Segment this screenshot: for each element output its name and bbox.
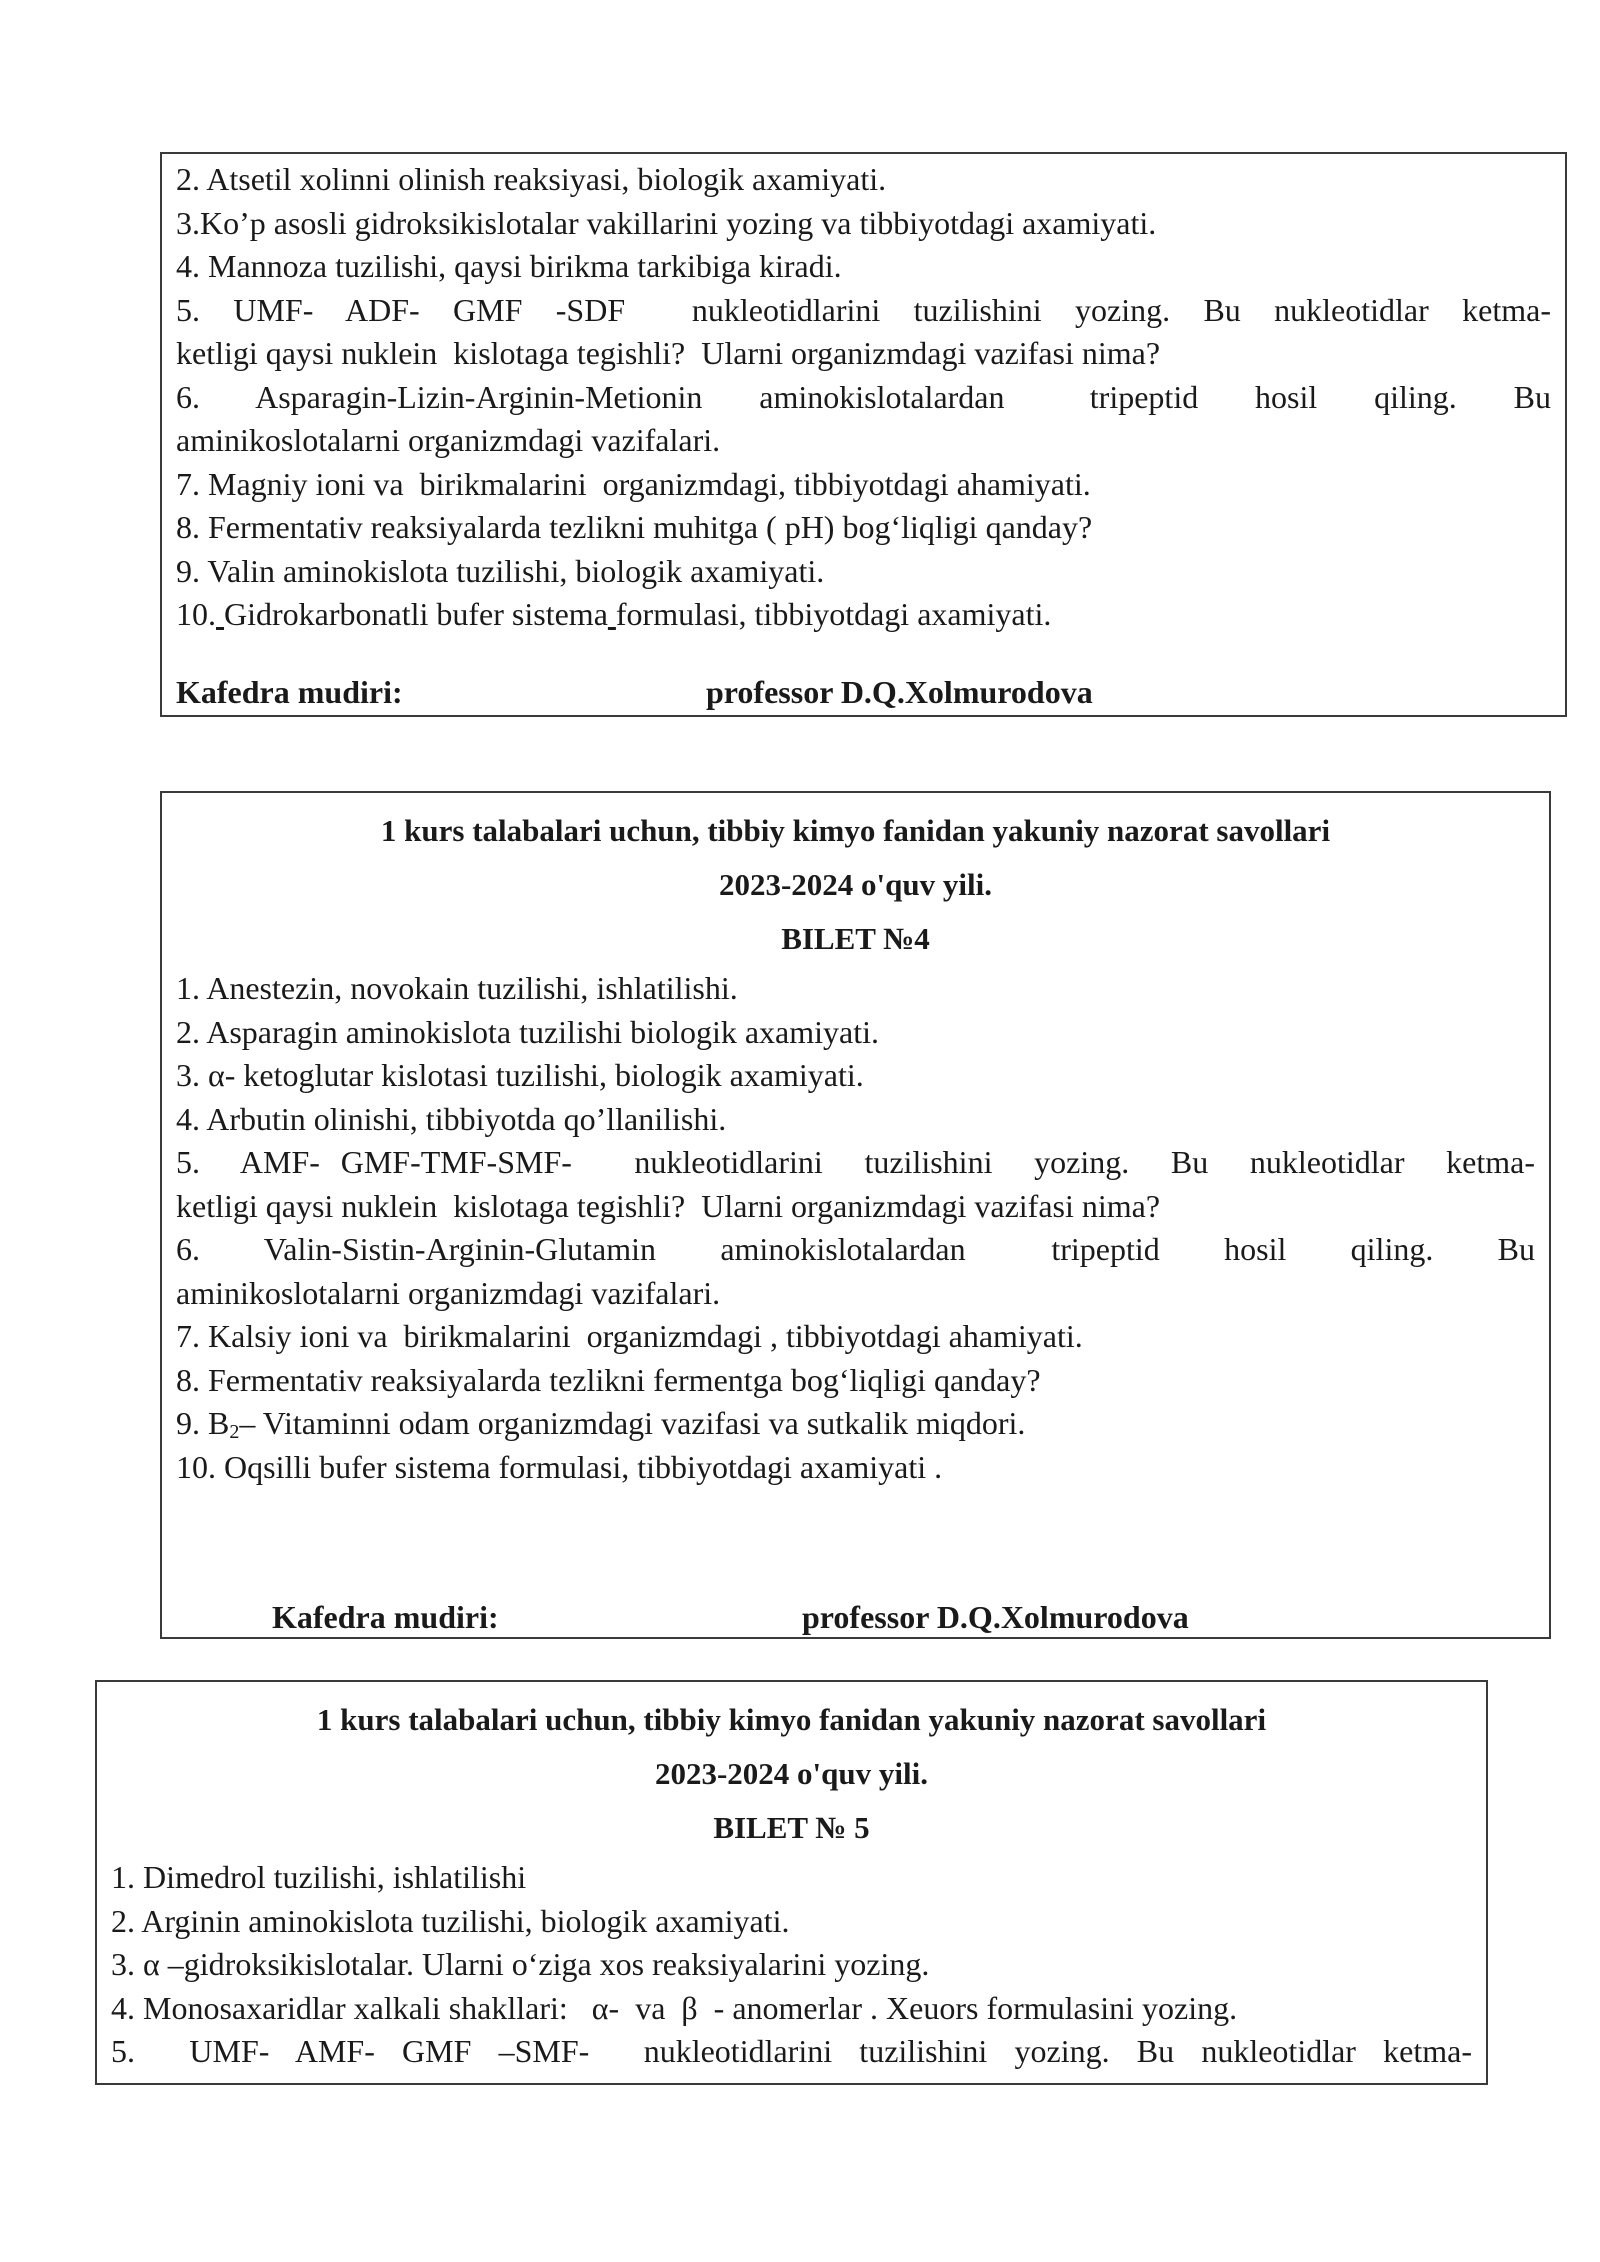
question-3: 3.Ko’p asosli gidroksikislotalar vakillarini yozing va tibbiyotdagi axamiyati.	[176, 204, 1157, 241]
question-10	[176, 593, 1551, 637]
department-head-label: Kafedra mudiri:	[272, 1599, 499, 1635]
department-head-name: professor D.Q.Xolmurodova	[802, 1599, 1189, 1635]
ticket-4-card	[160, 791, 1551, 1639]
question-3: 3. α- ketoglutar kislotasi tuzilishi, biologik axamiyati.	[176, 1057, 864, 1093]
question-9: 9. Valin aminokislota tuzilishi, biologik axamiyati.	[176, 552, 825, 589]
question-10-text: Gidrokarbonatli bufer sistema	[224, 596, 608, 632]
ticket-3-card	[160, 152, 1567, 717]
question-3: 3. α –gidroksikislotalar. Ularni o‘ziga xos reaksiyalarini yozing.	[111, 1946, 930, 1982]
question-10-number: 10.	[176, 596, 216, 632]
question-7: 7. Kalsiy ioni va birikmalarini organizmdagi , tibbiyotdagi ahamiyati.	[176, 1318, 1083, 1354]
department-head-name: professor D.Q.Xolmurodova	[706, 674, 1093, 710]
questions-list	[176, 967, 1535, 1489]
underline-gap-1	[216, 596, 224, 632]
question-2: 2. Atsetil xolinni olinish reaksiyasi, biologik axamiyati.	[176, 161, 887, 197]
question-9-text: – Vitaminni odam organizmdagi vazifasi va sutkalik miqdori.	[239, 1405, 1026, 1441]
question-4: 4. Monosaxaridlar xalkali shakllari: α- va β - anomerlar . Xeuors formulasini yozing.	[111, 1989, 1238, 2026]
question-4: 4. Mannoza tuzilishi, qaysi birikma tarkibiga kiradi.	[176, 248, 842, 284]
question-10-rest: formulasi, tibbiyotdagi axamiyati.	[615, 596, 1052, 632]
question-8: 8. Fermentativ reaksiyalarda tezlikni fermentga bog‘liqligi qanday?	[176, 1361, 1041, 1398]
question-6-line-2: aminikoslotalarni organizmdagi vazifalari.	[176, 422, 721, 458]
academic-year: 2023-2024 o'quv yili.	[654, 1756, 928, 1791]
question-5-line-2: ketligi qaysi nuklein kislotaga tegishli? Ularni organizmdagi vazifasi nima?	[176, 335, 1161, 371]
question-5-line-1: 5. UMF- AMF- GMF –SMF- nukleotidlarini tuzilishini yozing. Bu nukleotidlar ketma-	[111, 2033, 1472, 2069]
question-8: 8. Fermentativ reaksiyalarda tezlikni muhitga ( pH) bog‘liqligi qanday?	[176, 509, 1093, 545]
ticket-5-card	[95, 1680, 1488, 2085]
question-6-line-1: 6. Asparagin-Lizin-Arginin-Metionin aminokislotalardan tripeptid hosil qiling. Bu	[176, 378, 1551, 415]
ticket-number: BILET №4	[781, 921, 930, 956]
subscript-2: 2	[229, 1421, 240, 1443]
question-9-number: 9. B	[176, 1405, 230, 1441]
question-7: 7. Magniy ioni va birikmalarini organizmdagi, tibbiyotdagi ahamiyati.	[176, 465, 1091, 502]
question-6-line-1: 6. Valin-Sistin-Arginin-Glutamin aminokislotalardan tripeptid hosil qiling. Bu	[176, 1231, 1535, 1267]
ticket-title: 1 kurs talabalari uchun, tibbiy kimyo fanidan yakuniy nazorat savollari	[380, 813, 1331, 848]
question-2: 2. Asparagin aminokislota tuzilishi biologik axamiyati.	[176, 1013, 880, 1050]
question-10: 10. Oqsilli bufer sistema formulasi, tibbiyotdagi axamiyati .	[176, 1448, 943, 1485]
ticket-number: BILET № 5	[713, 1810, 870, 1845]
question-1: 1. Anestezin, novokain tuzilishi, ishlatilishi.	[176, 970, 738, 1006]
question-4: 4. Arbutin olinishi, tibbiyotda qo’llanilishi.	[176, 1100, 727, 1137]
academic-year: 2023-2024 o'quv yili.	[718, 867, 992, 902]
question-9	[176, 1402, 1535, 1446]
question-5-line-2: ketligi qaysi nuklein kislotaga tegishli? Ularni organizmdagi vazifasi nima?	[176, 1187, 1161, 1224]
questions-list	[111, 1856, 1472, 2074]
department-head-label: Kafedra mudiri:	[176, 674, 403, 710]
question-6-line-2: aminikoslotalarni organizmdagi vazifalari.	[176, 1274, 721, 1311]
question-5-line-1: 5. AMF- GMF-TMF-SMF- nukleotidlarini tuzilishini yozing. Bu nukleotidlar ketma-	[176, 1144, 1535, 1180]
question-1: 1. Dimedrol tuzilishi, ishlatilishi	[111, 1859, 527, 1895]
ticket-title: 1 kurs talabalari uchun, tibbiy kimyo fanidan yakuniy nazorat savollari	[316, 1702, 1267, 1737]
underline-gap-2	[608, 596, 616, 632]
question-5-line-1: 5. UMF- ADF- GMF -SDF nukleotidlarini tuzilishini yozing. Bu nukleotidlar ketma-	[176, 291, 1551, 328]
question-2: 2. Arginin aminokislota tuzilishi, biologik axamiyati.	[111, 1902, 790, 1939]
